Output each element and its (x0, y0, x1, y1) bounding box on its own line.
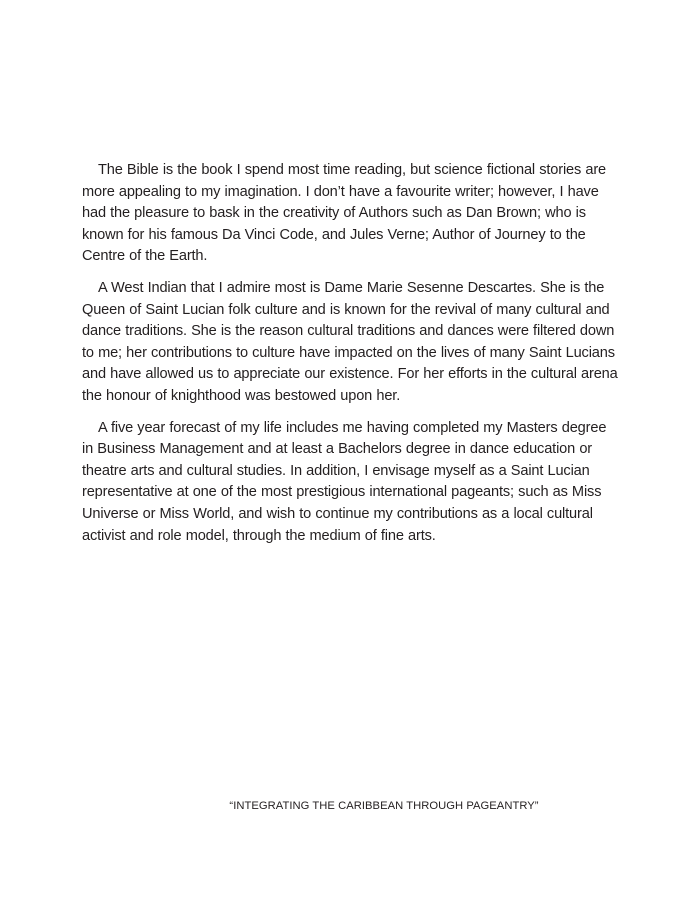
body-paragraph: A West Indian that I admire most is Dame Marie Sesenne Descartes. She is the Queen of Saint Lucian folk culture and is known for the revival of many cultural and dance traditions. She is the reason cultural traditions and dances were filtered down to me; her contributions to culture have impacted on the lives of many Saint Lucians and have allowed us to appreciate our existence. For her efforts in the cultural arena the honour of knighthood was bestowed upon her. (82, 279, 618, 404)
body-paragraph: The Bible is the book I spend most time reading, but science fictional stories are more appealing to my imagination. I don’t have a favourite writer; however, I have had the pleasure to bask in the creativity of Authors such as Dan Brown; who is known for his famous Da Vinci Code, and Jules Verne; Author of Journey to the Centre of the Earth. (82, 162, 607, 265)
body-paragraph: A five year forecast of my life includes me having completed my Masters degree in Business Management and at least a Bachelors degree in dance education or theatre arts and cultural studies. In addition, I envisage myself as a Saint Lucian representative at one of the most prestigious international pageants; such as Miss Universe or Miss World, and wish to continue my contributions as a local cultural activist and role model, through the medium of fine arts. (82, 419, 607, 544)
page-footer-text: “INTEGRATING THE CARIBBEAN THROUGH PAGEANTRY” (229, 800, 539, 812)
document-body (82, 160, 618, 547)
